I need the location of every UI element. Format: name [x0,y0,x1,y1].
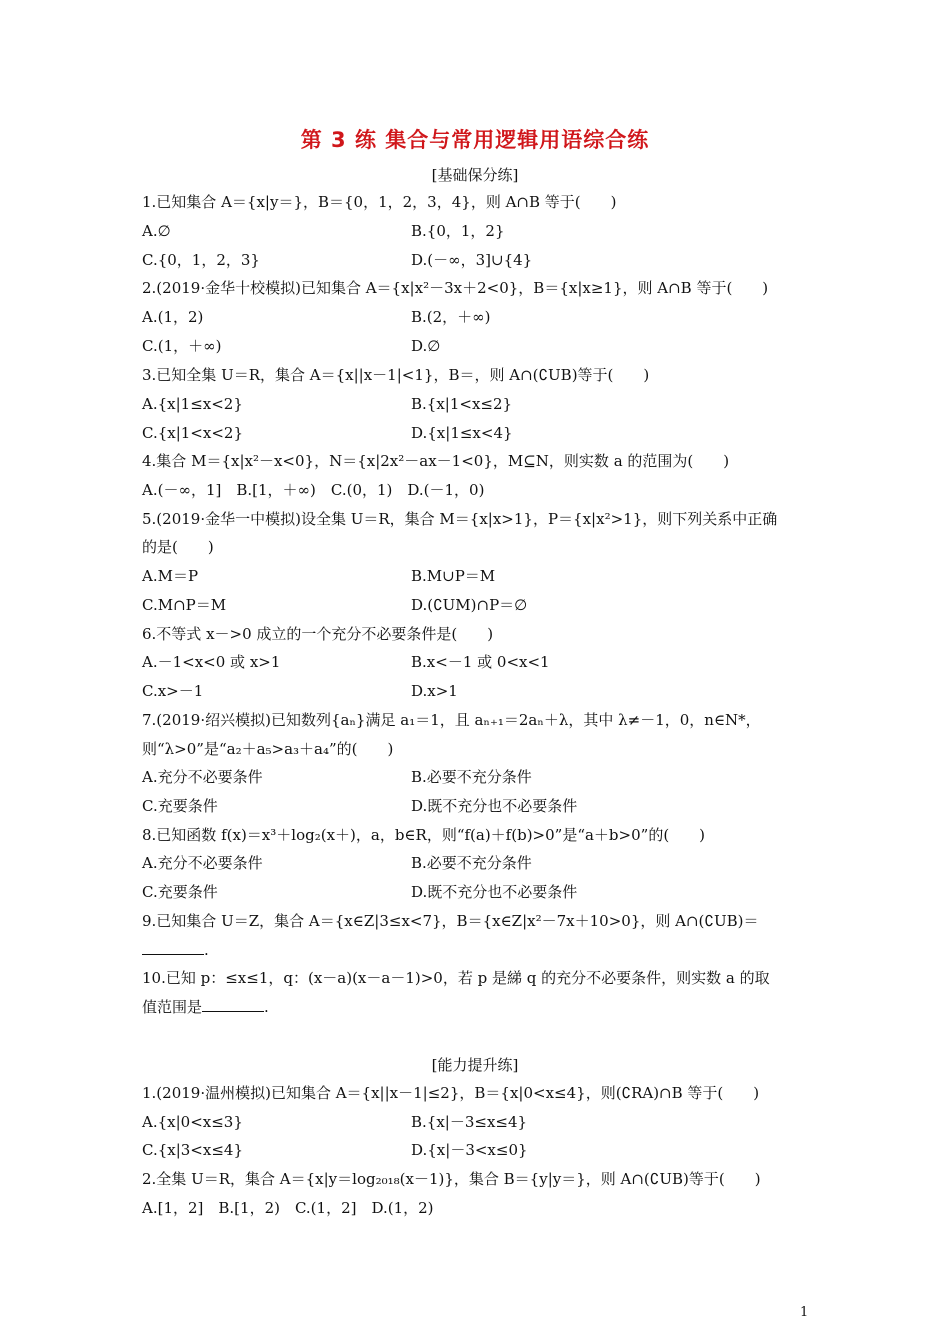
section-heading-advanced: [能力提升练] [431,1056,519,1074]
option-a: A.－1<x<0 或 x>1 [142,653,281,671]
option-c: C.{0，1，2，3} [142,251,260,269]
option-b: B.必要不充分条件 [411,854,532,872]
option-c: C.{x|3<x≤4} [142,1141,243,1159]
option-b: B.{x|－3≤x≤4} [411,1113,528,1131]
option-a: A.∅ [142,222,171,240]
continuation-text: 值范围是 [142,998,203,1016]
page-number: 1 [800,1305,809,1320]
option-d: D.(∁UM)∩P＝∅ [411,596,528,614]
option-c: C.{x|1<x<2} [142,424,243,442]
option-b: B.{x|1<x≤2} [411,395,513,413]
period: . [264,998,269,1016]
option-c: C.(1，＋∞) [142,337,222,355]
option-b: B.x<－1 或 0<x<1 [411,653,550,671]
option-a: A.M＝P [142,567,199,585]
option-c: C.充要条件 [142,883,218,901]
question-7-continuation: 则“λ>0”是“a₂＋a₅>a₃＋a₄”的( ) [142,740,394,758]
question-3: 3.已知全集 U＝R，集合 A＝{x||x－1|<1}，B＝，则 A∩(∁UB)等于( ) [142,366,650,384]
option-d: D.既不充分也不必要条件 [411,883,578,901]
period: . [204,941,209,959]
option-b: B.M∪P＝M [411,567,496,585]
advanced-question-1: 1.(2019·温州模拟)已知集合 A＝{x||x－1|≤2}，B＝{x|0<x≤4}，则(∁RA)∩B 等于( ) [142,1084,760,1102]
answer-blank [202,997,264,1012]
option-d: D.{x|－3<x≤0} [411,1141,528,1159]
option-d: D.{x|1≤x<4} [411,424,513,442]
answer-blank [142,940,204,955]
question-8: 8.已知函数 f(x)＝x³＋log₂(x＋)，a，b∈R，则“f(a)＋f(b)>0”是“a＋b>0”的( ) [142,826,706,844]
option-a: A.充分不必要条件 [142,768,263,786]
option-a: A.{x|0<x≤3} [142,1113,243,1131]
options-inline: A.(－∞，1] B.[1，＋∞) C.(0，1) D.(－1，0) [142,481,485,499]
option-d: D.(－∞，3]∪{4} [411,251,533,269]
question-1: 1.已知集合 A＝{x|y＝}，B＝{0，1，2，3，4}，则 A∩B 等于( ) [142,193,617,211]
question-10: 10.已知 p：≤x≤1，q：(x－a)(x－a－1)>0，若 p 是綈 q 的充分不必要条件，则实数 a 的取 [142,969,770,987]
question-9: 9.已知集合 U＝Z，集合 A＝{x∈Z|3≤x<7}，B＝{x∈Z|x²－7x＋10>0}，则 A∩(∁UB)＝ [142,912,759,930]
options-inline: A.[1，2] B.[1，2) C.(1，2] D.(1，2) [142,1199,434,1217]
option-d: D.既不充分也不必要条件 [411,797,578,815]
option-c: C.充要条件 [142,797,218,815]
question-5: 5.(2019·金华一中模拟)设全集 U＝R，集合 M＝{x|x>1}，P＝{x|x²>1}，则下列关系中正确 [142,510,778,528]
option-a: A.充分不必要条件 [142,854,263,872]
option-a: A.{x|1≤x<2} [142,395,243,413]
question-10-continuation [142,997,269,1017]
answer-blank-line [142,940,209,960]
option-c: C.M∩P＝M [142,596,227,614]
advanced-question-2: 2.全集 U＝R，集合 A＝{x|y＝log₂₀₁₈(x－1)}，集合 B＝{y|y＝}，则 A∩(∁UB)等于( ) [142,1170,761,1188]
option-c: C.x>－1 [142,682,204,700]
option-b: B.{0，1，2} [411,222,505,240]
option-d: D.x>1 [411,682,458,700]
question-5-continuation: 的是( ) [142,538,214,556]
question-7: 7.(2019·绍兴模拟)已知数列{aₙ}满足 a₁＝1，且 aₙ₊₁＝2aₙ＋λ，其中 λ≠－1，0，n∈N*， [142,711,761,729]
question-2: 2.(2019·金华十校模拟)已知集合 A＝{x|x²－3x＋2<0}，B＝{x|x≥1}，则 A∩B 等于( ) [142,279,769,297]
option-b: B.必要不充分条件 [411,768,532,786]
option-a: A.(1，2) [142,308,204,326]
option-b: B.(2，＋∞) [411,308,491,326]
question-6: 6.不等式 x－>0 成立的一个充分不必要条件是( ) [142,625,494,643]
section-heading-basic: [基础保分练] [431,166,519,184]
question-4: 4.集合 M＝{x|x²－x<0}，N＝{x|2x²－ax－1<0}，M⊆N，则实数 a 的范围为( ) [142,452,730,470]
page-title: 第 3 练 集合与常用逻辑用语综合练 [300,128,650,152]
option-d: D.∅ [411,337,441,355]
